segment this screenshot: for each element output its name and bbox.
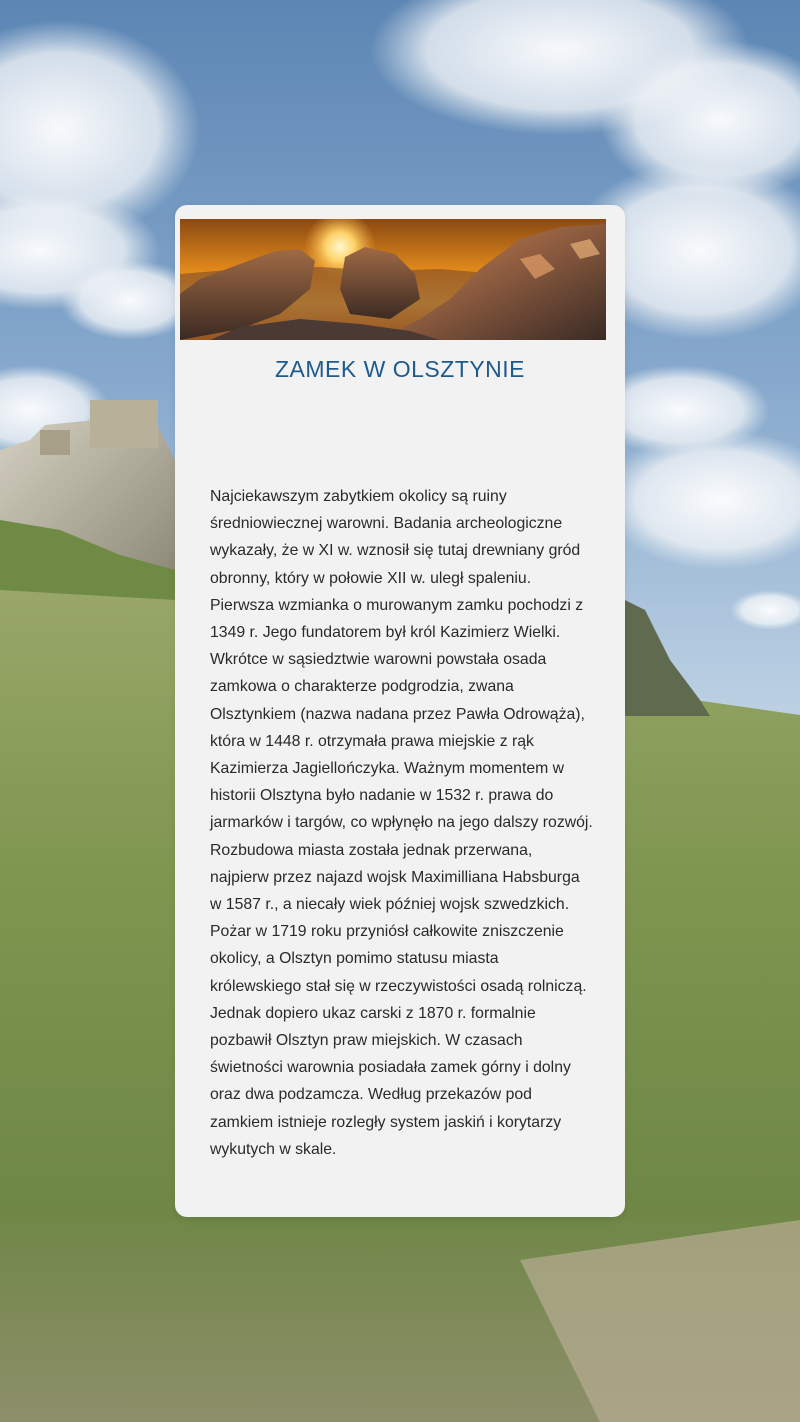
- info-card: [175, 205, 625, 1217]
- card-paragraph: Najciekawszym zabytkiem okolicy są ruiny średniowiecznej warowni. Badania archeologiczne wykazały, że w XI w. wznosił się tutaj drewniany gród obronny, który w połowie XII w. uległ spaleniu. Pierwsza wzmianka o murowanym zamku pochodzi z 1349 r. Jego fundatorem był król Kazimierz Wielki. Wkrótce w sąsiedztwie warowni powstała osada zamkowa o charakterze podgrodzia, zwana Olsztynkiem (nazwa nadana przez Pawła Odrowąża), która w 1448 r. otrzymała prawa miejskie z rąk Kazimierza Jagiellończyka. Ważnym momentem w historii Olsztyna było nadanie w 1532 r. prawa do jarmarków i targów, co wpłynęło na jego dalszy rozwój. Rozbudowa miasta została jednak przerwana, najpierw przez najazd wojsk Maximilliana Habsburga w 1587 r., a niecały wiek później wojsk szwedzkich. Pożar w 1719 roku przyniósł całkowite zniszczenie okolicy, a Olsztyn pomimo statusu miasta królewskiego stał się w rzeczywistości osadą rolniczą. Jednak dopiero ukaz carski z 1870 r. formalnie pozbawił Olsztyn praw miejskich. W czasach świetności warownia posiadała zamek górny i dolny oraz dwa podzamcza. Według przekazów pod zamkiem istnieje rozległy system jaskiń i korytarzy wykutych w skale.: [210, 488, 593, 1158]
- card-title: ZAMEK W OLSZTYNIE: [274, 356, 526, 382]
- sunset-rocks-photo: [180, 219, 606, 340]
